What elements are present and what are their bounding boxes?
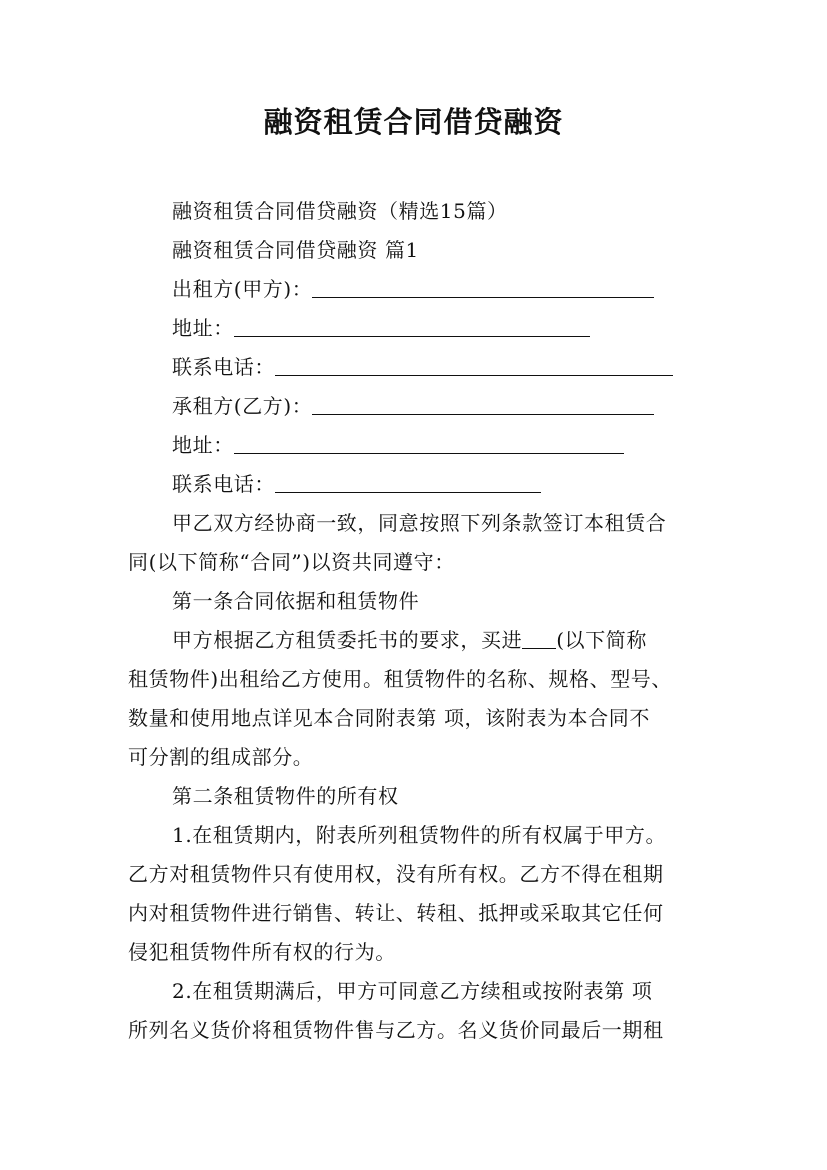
section-heading: 融资租赁合同借贷融资 篇1 [172, 238, 419, 262]
lessee-address-field [172, 432, 624, 458]
lessor-address-field [172, 315, 590, 341]
body-paragraph-line: 1.在租赁期内，附表所列租赁物件的所有权属于甲方。 [172, 823, 667, 847]
body-paragraph-line: 同(以下简称“合同”)以资共同遵守： [128, 550, 455, 574]
body-text: (以下简称 [556, 628, 648, 652]
document-title: 融资租赁合同借贷融资 [263, 105, 564, 139]
body-paragraph-line: 可分割的组成部分。 [128, 745, 314, 769]
lessor-phone-blank [275, 357, 673, 376]
body-paragraph-line: 侵犯租赁物件所有权的行为。 [128, 940, 396, 964]
lessor-field [172, 276, 654, 302]
body-paragraph-line: 2.在租赁期满后，甲方可同意乙方续租或按附表第 项 [172, 979, 653, 1003]
lessor-label: 出租方(甲方)： [172, 277, 313, 301]
lessee-label: 承租方(乙方)： [172, 394, 313, 418]
lessee-address-blank [234, 435, 624, 454]
article-heading: 第二条租赁物件的所有权 [172, 784, 399, 808]
body-paragraph-line: 乙方对租赁物件只有使用权，没有所有权。乙方不得在租期 [128, 862, 664, 886]
body-text: 甲方根据乙方租赁委托书的要求，买进 [172, 628, 523, 652]
lessee-phone-field [172, 471, 541, 497]
body-paragraph-line: 数量和使用地点详见本合同附表第 项，该附表为本合同不 [128, 706, 650, 730]
body-paragraph-line: 甲乙双方经协商一致，同意按照下列条款签订本租赁合 [172, 511, 667, 535]
lessee-phone-blank [275, 474, 541, 493]
lessee-phone-label: 联系电话： [172, 472, 275, 496]
lessor-blank [312, 279, 654, 298]
body-paragraph-line: 内对租赁物件进行销售、转让、转租、抵押或采取其它任何 [128, 901, 664, 925]
body-paragraph-line: 租赁物件)出租给乙方使用。租赁物件的名称、规格、型号、 [128, 667, 673, 691]
subtitle-line: 融资租赁合同借贷融资（精选15篇） [172, 199, 508, 223]
lessee-field [172, 393, 654, 419]
lessor-address-blank [234, 318, 590, 337]
lessor-address-label: 地址： [172, 316, 234, 340]
article-heading: 第一条合同依据和租赁物件 [172, 589, 420, 613]
lessee-address-label: 地址： [172, 433, 234, 457]
lessee-blank [312, 396, 654, 415]
lessor-phone-field [172, 354, 673, 380]
body-paragraph-line [172, 627, 647, 653]
item-blank [522, 630, 556, 649]
lessor-phone-label: 联系电话： [172, 355, 275, 379]
body-paragraph-line: 所列名义货价将租赁物件售与乙方。名义货价同最后一期租 [128, 1018, 664, 1042]
